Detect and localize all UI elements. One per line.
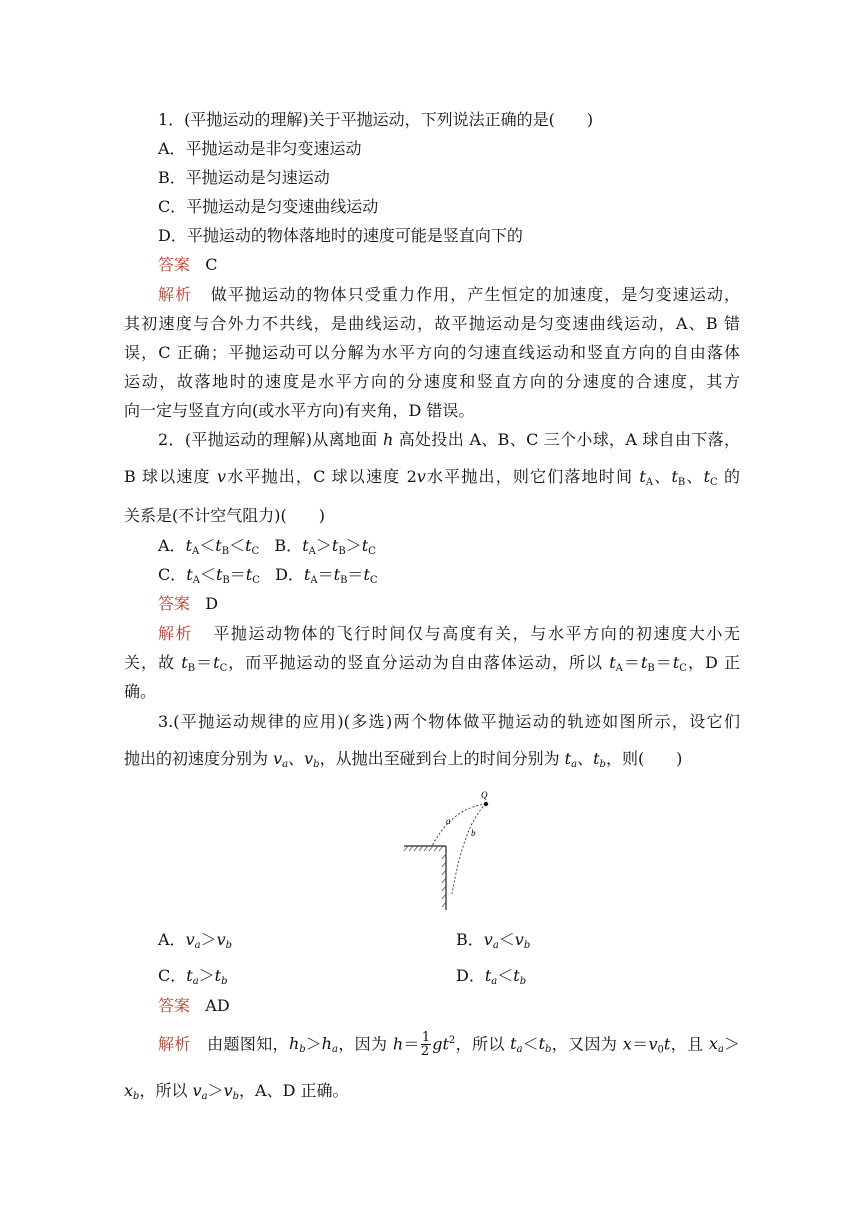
trajectory-figure: [394, 784, 504, 912]
q3-stem-line-2: 抛出的初速度分别为 $v_a$、$v_b$，从抛出至碰到台上的时间分别为 $t_a$、$t_b$，则( ): [124, 749, 683, 770]
q1-stem: 1．(平抛运动的理解)关于平抛运动，下列说法正确的是( ): [158, 110, 594, 129]
q3-option-d: D．$t_a<t_b$: [456, 966, 527, 987]
q3-stem-line-1: 3.(平抛运动规律的应用)(多选)两个物体做平抛运动的轨迹如图所示，设它们: [158, 712, 740, 731]
q1-analysis-line-5: 向一定与竖直方向(或水平方向)有夹角，D 错误。: [124, 401, 475, 420]
q2-stem-line-3: 关系是(不计空气阻力)( ): [124, 506, 325, 525]
analysis-label: 解析: [158, 285, 193, 304]
answer-label: 答案: [158, 255, 191, 274]
trajectory-b: [452, 804, 486, 894]
q1-analysis-line-3: 误，C 正确；平抛运动可以分解为水平方向的匀速直线运动和竖直方向的自由落体: [124, 343, 740, 362]
q3-option-a: A．$v_a>v_b$: [158, 930, 233, 951]
q1-option-c: C．平抛运动是匀变速曲线运动: [158, 197, 379, 216]
point-q: [484, 802, 488, 806]
label-a: a: [446, 816, 451, 826]
q2-stem-line-1: 2．(平抛运动的理解)从离地面 h 高处投出 A、B、C 三个小球，A 球自由下落，: [158, 430, 740, 449]
q3-analysis-line-1: 解析 由题图知，$h_b>h_a$，因为 h＝ $\frac{1}{2}$ $gt^2$，所以 $t_a<t_b$，又因为 $x=v_0t$，且 $x_a>$: [158, 1030, 740, 1060]
q2-stem-line-2: B 球以速度 v水平抛出，C 球以速度 2v水平抛出，则它们落地时间 $t_A$、$t_B$、$t_C$ 的: [124, 467, 740, 488]
q3-analysis-line-2: $x_b$，所以 $v_a>v_b$，A、D 正确。: [124, 1081, 349, 1102]
q3-option-b: B．$v_a<v_b$: [456, 930, 531, 951]
trajectory-a: [432, 804, 486, 846]
q1-analysis-line-2: 其初速度与合外力不共线，是曲线运动，故平抛运动是匀变速曲线运动，A、B 错: [124, 314, 740, 333]
q2-analysis-line-1: 解析 平抛运动物体的飞行时间仅与高度有关，与水平方向的初速度大小无: [158, 624, 740, 643]
answer-value: C: [205, 255, 218, 274]
q1-analysis-line-4: 运动，故落地时的速度是水平方向的分速度和竖直方向的分速度的合速度，其方: [124, 372, 740, 391]
q2-options-cd: C．$t_A<t_B=t_C$ D．$t_A=t_B=t_C$: [158, 565, 378, 586]
q2-analysis-line-2: 关，故 $t_B=t_C$，而平抛运动的竖直分运动为自由落体运动，所以 $t_A=t_B=t_C$，D 正: [124, 653, 740, 674]
q3-option-c: C．$t_a>t_b$: [158, 966, 228, 987]
q1-analysis-line-1: 解析 做平抛运动的物体只受重力作用，产生恒定的加速度，是匀变速运动，: [158, 285, 740, 304]
q1-option-d: D．平抛运动的物体落地时的速度可能是竖直向下的: [158, 226, 523, 245]
label-q: Q: [481, 790, 488, 800]
answer-label: 答案: [158, 594, 191, 613]
answer-value: D: [205, 594, 219, 613]
q1-answer: [158, 254, 218, 276]
q2-options-ab: A．$t_A<t_B<t_C$ B．$t_A>t_B>t_C$: [158, 536, 376, 557]
answer-value: AD: [205, 996, 230, 1015]
label-b: b: [471, 828, 476, 838]
q1-option-b: B．平抛运动是匀速运动: [158, 168, 330, 187]
q1-option-a: A．平抛运动是非匀变速运动: [158, 139, 362, 158]
q2-answer: [158, 593, 218, 615]
q2-analysis-line-3: 确。: [124, 682, 157, 701]
q3-answer: [158, 995, 230, 1017]
answer-label: 答案: [158, 996, 191, 1015]
